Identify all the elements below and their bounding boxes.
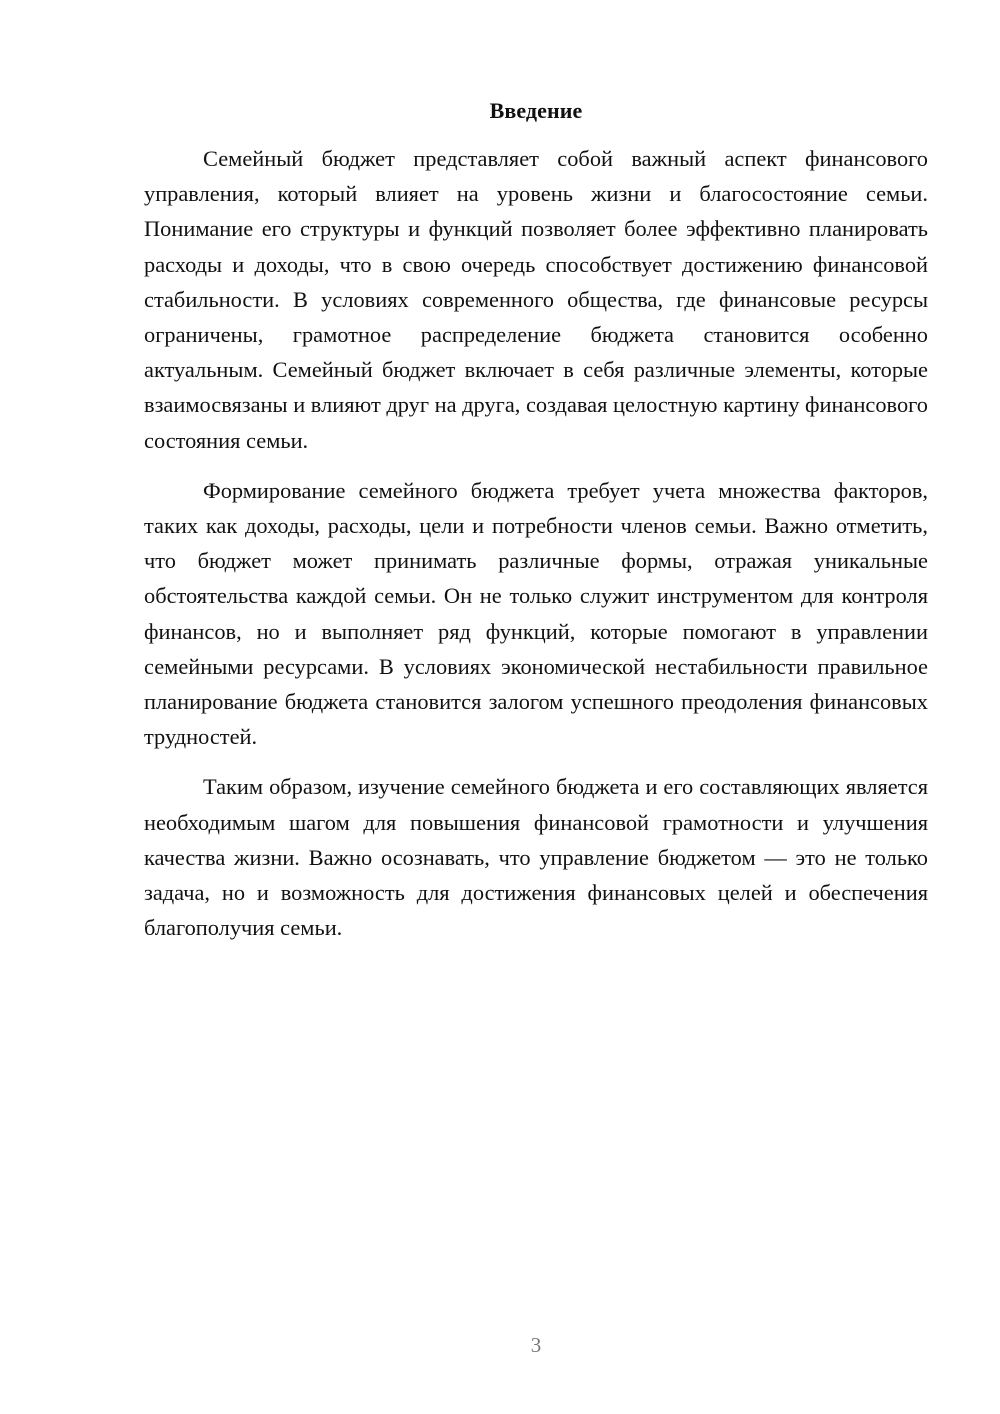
page-number: 3 [530, 1333, 542, 1357]
body-paragraph-3: Таким образом, изучение семейного бюджета и его составляющих является необходимым шагом для повышения финансовой грамотности и улучшения качества жизни. Важно осознавать, что управление бюджетом — это не только задача, но и возможность для достижения финансовых целей и обеспечения благополучия семьи. [144, 774, 928, 941]
body-paragraph-2: Формирование семейного бюджета требует учета множества факторов, таких как доходы, расходы, цели и потребности членов семьи. Важно отметить, что бюджет может принимать различные формы, отражая уникальные обстоятельства каждой семьи. Он не только служит инструментом для контроля финансов, но и выполняет ряд функций, которые помогают в управлении семейными ресурсами. В условиях экономической нестабильности правильное планирование бюджета становится залогом успешного преодоления финансовых трудностей. [144, 477, 928, 750]
section-heading: Введение [489, 98, 583, 123]
page-content [144, 94, 928, 960]
body-paragraph-1: Семейный бюджет представляет собой важный аспект финансового управления, который влияет на уровень жизни и благосостояние семьи. Понимание его структуры и функций позволяет более эффективно планировать расходы и доходы, что в свою очередь способствует достижению финансовой стабильности. В условиях современного общества, где финансовые ресурсы ограничены, грамотное распределение бюджета становится особенно актуальным. Семейный бюджет включает в себя различные элементы, которые взаимосвязаны и влияют друг на друга, создавая целостную картину финансового состояния семьи. [144, 146, 928, 453]
